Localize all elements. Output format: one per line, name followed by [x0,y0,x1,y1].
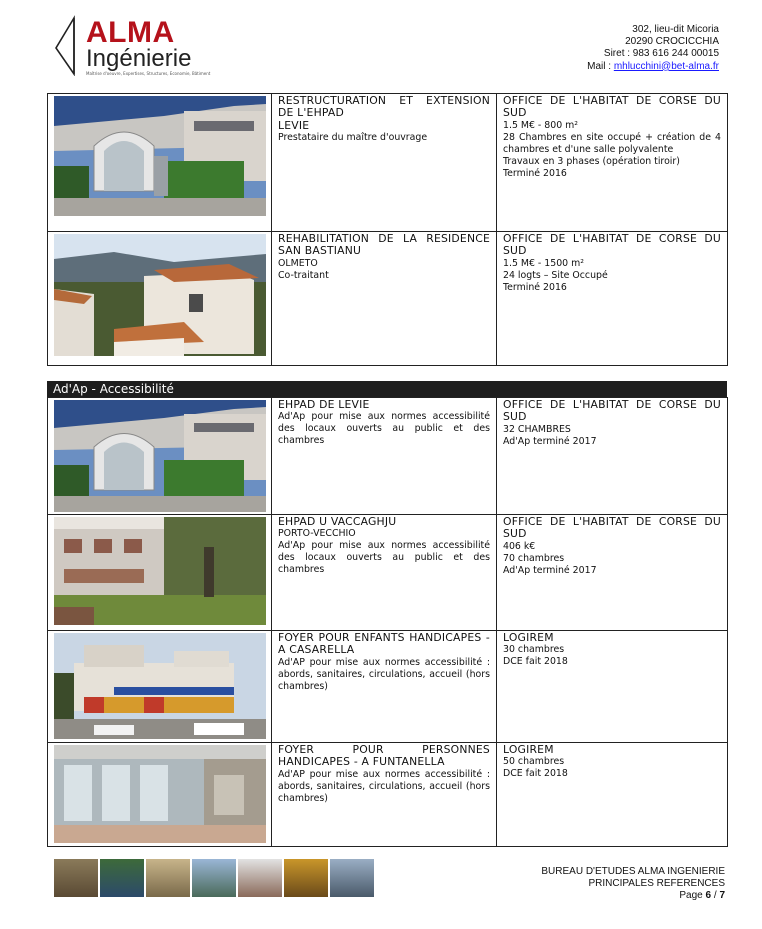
detail-line: 406 k€ [503,540,536,552]
photo-cell [48,94,272,232]
page-separator: / [713,890,717,902]
table-row [48,743,728,847]
footer-thumb [146,859,190,897]
project-cell [272,743,497,847]
page-current: 6 [705,890,712,902]
footer-thumb [284,859,328,897]
footer-thumb [100,859,144,897]
detail-line: 30 chambres [503,644,565,656]
footer-doc-title: PRINCIPALES REFERENCES [588,878,725,890]
client-name: OFFICE DE L'HABITAT DE CORSE DU SUD [503,232,721,258]
table-row [48,94,728,232]
photo-u-vaccaghju [54,517,266,625]
detail-line: DCE fait 2018 [503,656,568,668]
siret: Siret : 983 616 244 00015 [603,48,719,60]
photo-san-bastianu [54,234,266,356]
page-number [541,890,725,902]
detail-line: 28 Chambres en site occupé + création de 4 chambres et d'une salle polyvalente [503,131,721,155]
photo-a-casarella [54,633,266,739]
detail-line: Ad'Ap terminé 2017 [503,435,597,447]
client-cell [497,631,728,743]
project-description: Ad'Ap pour mise aux normes accessibilité des locaux ouverts au public et des chambres [278,540,490,576]
detail-line: Terminé 2016 [503,167,567,179]
client-cell [497,94,728,232]
logo-tagline: Maîtrise d'oeuvre, Expertises, Structures, Economie, Bâtiment [86,71,211,76]
logo-mark-icon [54,14,84,76]
project-title: EHPAD U VACCAGHJU [278,515,397,528]
project-title: FOYER POUR ENFANTS HANDICAPES - A CASARELLA [278,631,490,657]
page-label: Page [679,890,703,902]
detail-line: 24 logts – Site Occupé [503,269,608,281]
footer-thumb [192,859,236,897]
client-cell [497,232,728,366]
footer-thumb [330,859,374,897]
detail-line: DCE fait 2018 [503,768,568,780]
photo-cell [48,515,272,631]
detail-line: 70 chambres [503,552,565,564]
project-cell [272,94,497,232]
project-role: Prestataire du maître d'ouvrage [278,132,428,144]
logo-name: ALMA [86,16,175,49]
project-description: Ad'Ap pour mise aux normes accessibilité des locaux ouverts au public et des chambres [278,411,490,447]
footer-photo-strip [54,859,374,897]
project-place: LEVIE [278,118,310,132]
detail-line: 50 chambres [503,756,565,768]
table-row [48,515,728,631]
logo-subname: Ingénierie [86,45,192,72]
client-name: OFFICE DE L'HABITAT DE CORSE DU SUD [503,398,721,424]
adap-table [47,397,728,847]
detail-line: Travaux en 3 phases (opération tiroir) [503,155,680,167]
project-cell [272,631,497,743]
photo-cell [48,743,272,847]
project-cell [272,515,497,631]
detail-line: 1.5 M€ - 1500 m² [503,257,585,269]
detail-line: Ad'Ap terminé 2017 [503,564,597,576]
project-title: EHPAD DE LEVIE [278,398,370,411]
project-place: PORTO-VECCHIO [278,528,356,540]
footer-text [541,866,725,903]
footer-thumb [238,859,282,897]
client-name: OFFICE DE L'HABITAT DE CORSE DU SUD [503,515,721,541]
detail-line: Terminé 2016 [503,281,567,293]
photo-a-funtanella [54,745,266,843]
client-cell [497,398,728,515]
client-cell [497,743,728,847]
address-line-1: 302, lieu-dit Micoria [632,24,719,35]
table-row [48,398,728,515]
client-name: LOGIREM [503,743,554,756]
project-title: FOYER POUR PERSONNES HANDICAPES - A FUNTANELLA [278,743,490,769]
section-header-adap [47,381,727,397]
address-line-2: 20290 CROCICCHIA [625,36,719,48]
detail-line: 32 CHAMBRES [503,423,571,435]
detail-line: 1.5 M€ - 800 m² [503,119,579,131]
table-row [48,232,728,366]
project-description: Ad'AP pour mise aux normes accessibilité : abords, sanitaires, circulations, accueil (hors chambres) [278,656,490,692]
project-place: OLMETO [278,257,318,269]
photo-cell [48,631,272,743]
references-table [47,93,728,366]
page-total: 7 [719,890,725,902]
company-logo [54,14,211,76]
client-name: OFFICE DE L'HABITAT DE CORSE DU SUD [503,94,721,120]
company-address [587,24,719,73]
photo-ehpad-levie [54,400,266,512]
mail-label: Mail : [587,60,612,72]
mail-link[interactable]: mhlucchini@bet-alma.fr [613,60,719,72]
project-title: RESTRUCTURATION ET EXTENSION DE L'EHPAD [278,94,490,120]
project-cell [272,398,497,515]
project-role: Co-traitant [278,269,329,281]
photo-cell [48,232,272,366]
client-cell [497,515,728,631]
footer-company: BUREAU D'ETUDES ALMA INGENIERIE [541,866,725,877]
table-row [48,631,728,743]
project-cell [272,232,497,366]
photo-ehpad-levie [54,96,266,216]
photo-cell [48,398,272,515]
project-title: REHABILITATION DE LA RESIDENCE SAN BASTIANU [278,232,490,258]
footer-thumb [54,859,98,897]
section-title: Ad'Ap - Accessibilité [53,382,174,396]
mail-line [587,61,719,73]
project-description: Ad'AP pour mise aux normes accessibilité : abords, sanitaires, circulations, accueil (hors chambres) [278,768,490,804]
client-name: LOGIREM [503,631,554,644]
